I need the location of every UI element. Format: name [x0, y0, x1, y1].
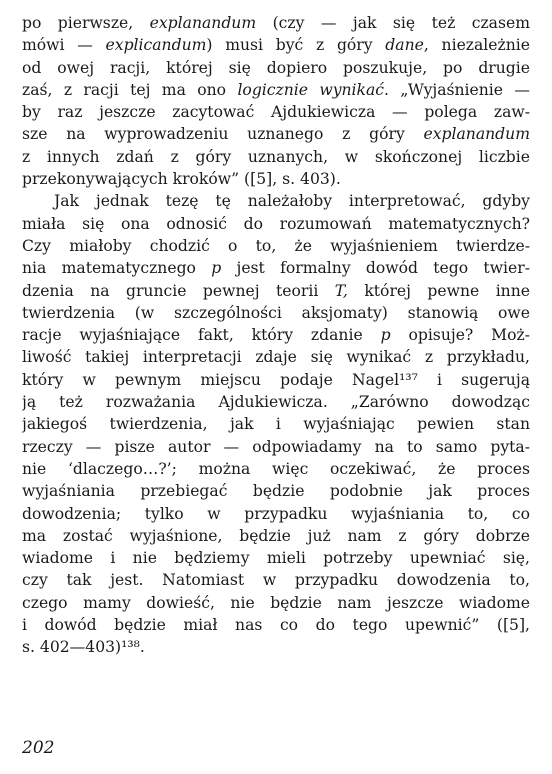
text-line: wiadome i nie będziemy mieli potrzeby upewniać się, [22, 549, 530, 568]
text-line: rzeczy — pisze autor — odpowiadamy na to samo pyta- [22, 437, 530, 456]
paragraph-1 [22, 12, 530, 190]
text-line: i dowód będzie miał nas co do tego upewnić” ([5], [22, 616, 530, 635]
text-line: mówi — explicandum) musi być z góry dane, niezależnie [22, 36, 530, 55]
text-line: czego mamy dowieść, nie będzie nam jeszcze wiadome [22, 593, 530, 612]
text-line: wyjaśniania przebiegać będzie podobnie jak proces [22, 482, 530, 501]
text-line: by raz jeszcze zacytować Ajdukiewicza — polega zaw- [22, 103, 530, 122]
text-line: liwość takiej interpretacji zdaje się wynikać z przykładu, [22, 348, 530, 367]
document-body [22, 12, 530, 659]
text-line: przekonywających kroków” ([5], s. 403). [22, 170, 341, 189]
text-line: który w pewnym miejscu podaje Nagel¹³⁷ i sugerują [22, 370, 530, 389]
text-line: po pierwsze, explanandum (czy — jak się też czasem [22, 14, 530, 32]
text-line: ma zostać wyjaśnione, będzie już nam z góry dobrze [22, 526, 530, 545]
text-line: Jak jednak tezę tę należałoby interpretować, gdyby [54, 192, 530, 211]
text-line: jakiegoś twierdzenia, jak i wyjaśniając pewien stan [22, 415, 530, 434]
text-line: od owej racji, której się dopiero poszukuje, po drugie [22, 58, 530, 77]
text-line: dowodzenia; tylko w przypadku wyjaśniania to, co [22, 504, 530, 523]
text-line: Czy miałoby chodzić o to, że wyjaśnieniem twierdze- [22, 236, 530, 255]
text-line: s. 402—403)¹³⁸. [22, 638, 145, 657]
paragraph-2 [22, 190, 530, 658]
text-line: racje wyjaśniające fakt, który zdanie p opisuje? Moż- [22, 326, 530, 345]
text-line: nie ‘dlaczego…?’; można więc oczekiwać, że proces [22, 459, 530, 478]
text-line: ją też rozważania Ajdukiewicza. „Zarówno dowodząc [22, 393, 530, 412]
text-line: dzenia na gruncie pewnej teorii T, której pewne inne [22, 281, 530, 300]
text-line: twierdzenia (w szczególności aksjomaty) stanowią owe [22, 303, 530, 322]
page-number: 202 [22, 738, 55, 758]
text-line: nia matematycznego p jest formalny dowód tego twier- [22, 259, 530, 278]
text-line: czy tak jest. Natomiast w przypadku dowodzenia to, [22, 571, 530, 590]
text-line: zaś, z racji tej ma ono logicznie wynikać. „Wyjaśnienie — [22, 80, 530, 99]
text-line: miała się ona odnosić do rozumowań matematycznych? [22, 214, 530, 233]
text-line: sze na wyprowadzeniu uznanego z góry explanandum [22, 125, 530, 144]
text-line: z innych zdań z góry uznanych, w skończonej liczbie [22, 147, 530, 166]
